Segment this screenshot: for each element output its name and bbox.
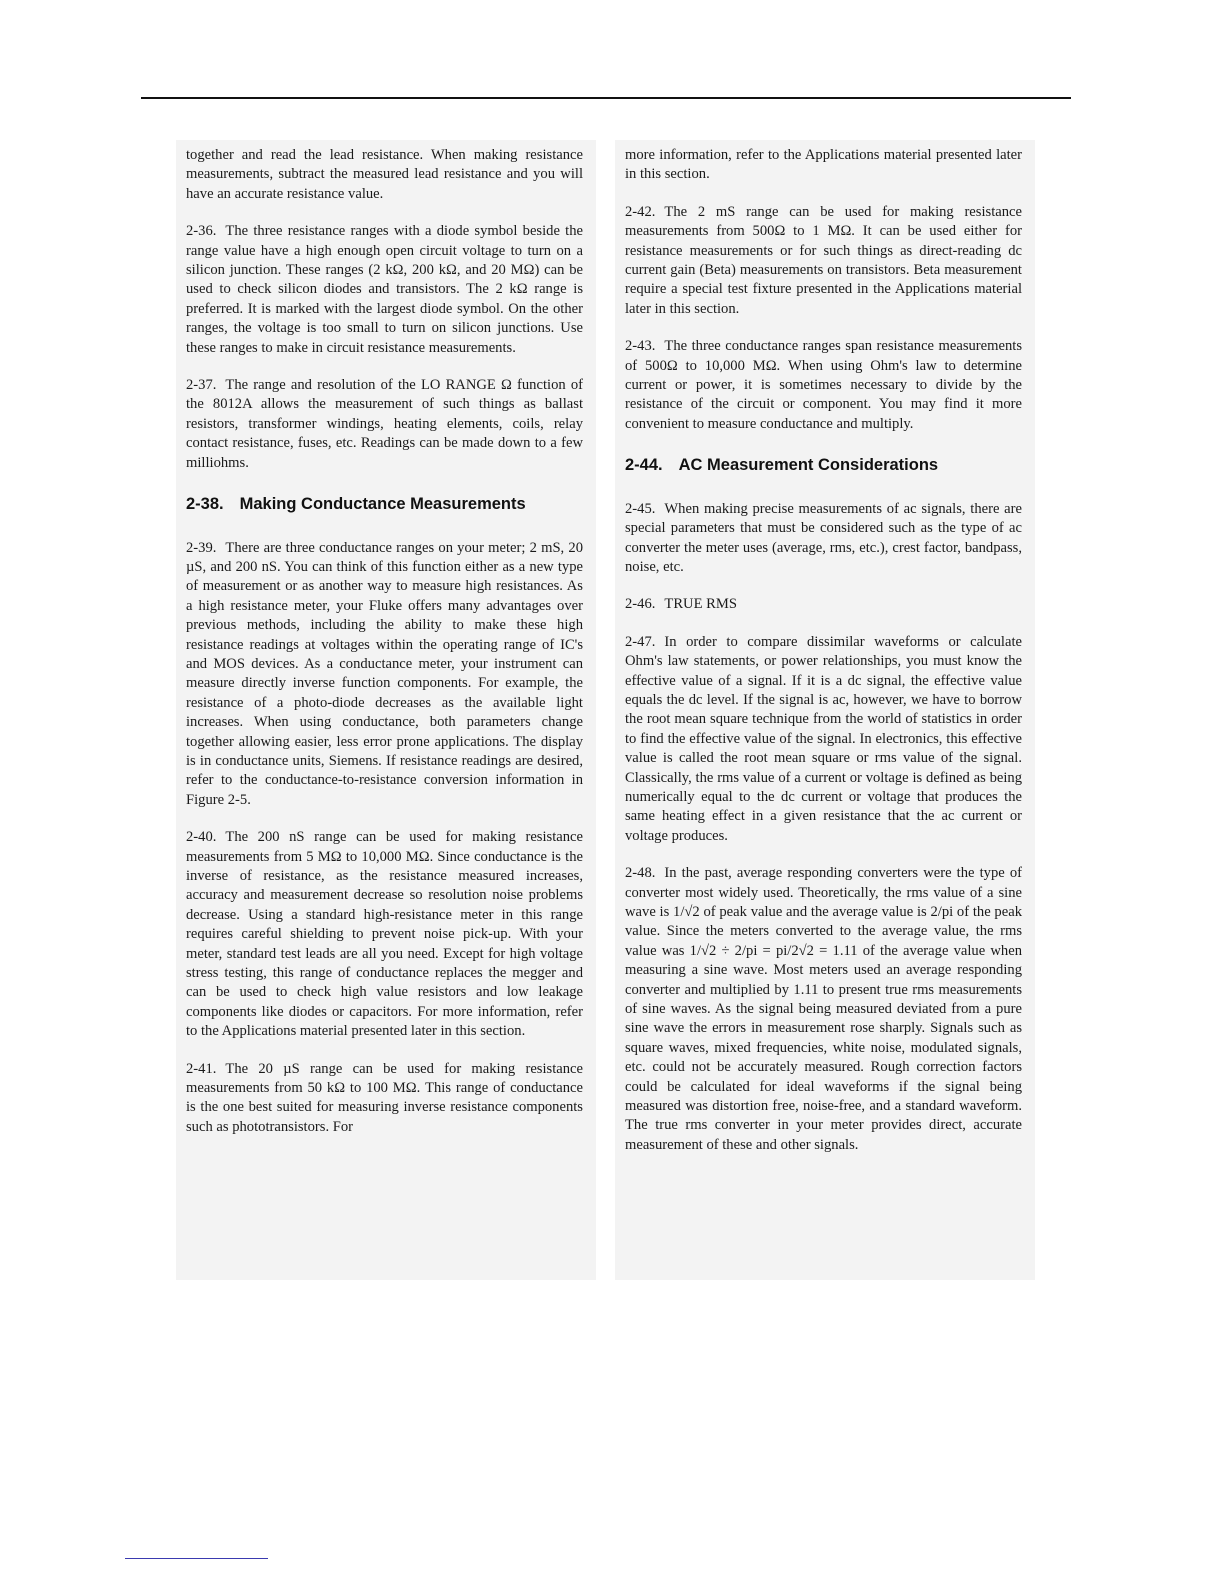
left-column (186, 146, 583, 1155)
paragraph-text: There are three conductance ranges on your meter; 2 mS, 20 µS, and 200 nS. You can think of this function either as a new type of measurement or as another way to measure high resistances. As a high resistance meter, your Fluke offers many advantages over previous methods, including the ability to make these high resistance readings at voltages within the operating range of IC's and MOS devices. As a conductance meter, your instrument can measure directly inverse function components. For example, the resistance of a photo-diode decreases as the available light increases. When using conductance, both parameters change together allowing easier, less error prone applications. The display is in conductance units, Siemens. If resistance readings are desired, refer to the conductance-to-resistance conversion information in Figure 2-5. (186, 539, 583, 808)
paragraph-2-41 (186, 1060, 583, 1138)
paragraph-2-42 (625, 203, 1022, 319)
paragraph-number: 2-46. (625, 596, 656, 613)
paragraph-text: The 200 nS range can be used for making resistance measurements from 5 MΩ to 10,000 MΩ. Since conductance is the inverse of resistance, as the resistance measured increases, accuracy and measurement decrease so resolution noise problems decrease. Using a standard high-resistance meter in this range requires careful shielding to prevent noise pick-up. With your meter, standard test leads are all you need. Except for high voltage stress testing, this range of conductance replaces the megger and can be used to check high value resistors and low leakage components like diodes or capacitors. For more information, refer to the Applications material presented later in this section. (186, 829, 583, 1040)
paragraph-number: 2-45. (625, 500, 656, 517)
heading-title: Making Conductance Measurements (239, 495, 526, 514)
paragraph-2-47 (625, 633, 1022, 846)
paragraph-2-46 (625, 595, 1022, 614)
subheading-true-rms: TRUE RMS (664, 596, 737, 613)
paragraph-number: 2-43. (625, 338, 656, 355)
paragraph-text: The three resistance ranges with a diode symbol beside the range value have a high enough open circuit voltage to turn on a silicon junction. These ranges (2 kΩ, 200 kΩ, and 20 MΩ) can be used to check silicon diodes and transistors. The 2 kΩ range is preferred. It is marked with the largest diode symbol. On the other ranges, the voltage is too small to turn on silicon junctions. Use these ranges to make in circuit resistance measurements. (186, 223, 583, 356)
heading-number: 2-38. (186, 495, 224, 514)
section-heading-2-38 (186, 495, 583, 514)
paragraph-2-40 (186, 828, 583, 1041)
paragraph-number: 2-41. (186, 1060, 217, 1077)
paragraph-2-48 (625, 864, 1022, 1155)
paragraph-text: When making precise measurements of ac signals, there are special parameters that must be considered such as the type of ac converter the meter uses (average, rms, etc.), crest factor, bandpass, noise, etc. (625, 500, 1022, 575)
paragraph-number: 2-40. (186, 829, 217, 846)
section-heading-2-44 (625, 456, 1022, 475)
footnote-rule (125, 1558, 268, 1559)
paragraph-number: 2-48. (625, 865, 656, 882)
right-column (625, 146, 1022, 1173)
paragraph-text: In the past, average responding converters were the type of converter most widely used. Theoretically, the rms value of a sine wave is 1/√2 of peak value and the average value is 2/pi of the peak value. Since the meters converted to the average value, the rms value was 1/√2 ÷ 2/pi = pi/2√2 = 1.11 of the average value when measuring a sine wave. Most meters used an average responding converter and multiplied by 1.11 to present true rms measurements of sine waves. As the signal being measured deviated from a pure sine wave the errors in measurement rose sharply. Signals such as square waves, mixed frequencies, white noise, modulated signals, etc. could not be accurately measured. Rough correction factors could be calculated for ideal waveforms if the signal being measured was distortion free, noise-free, and a standard waveform. The true rms converter in your meter provides direct, accurate measurement of these and other signals. (625, 865, 1022, 1153)
paragraph-number: 2-37. (186, 377, 217, 394)
paragraph-2-39 (186, 539, 583, 811)
paragraph-number: 2-47. (625, 633, 656, 650)
heading-title: AC Measurement Considerations (678, 456, 939, 475)
paragraph-text: The range and resolution of the LO RANGE Ω function of the 8012A allows the measurement of such things as ballast resistors, transformer windings, heating elements, coils, relay contact resistance, fuses, etc. Readings can be made down to a few milliohms. (186, 377, 583, 471)
paragraph-2-37 (186, 376, 583, 473)
paragraph-2-43 (625, 337, 1022, 434)
paragraph-text: The 2 mS range can be used for making resistance measurements from 500Ω to 1 MΩ. It can be used either for resistance measurements or for such things as direct-reading dc current gain (Beta) measurements on transistors. Beta measurement require a special test fixture presented in the Applications material later in this section. (625, 203, 1022, 317)
top-rule (141, 97, 1071, 99)
paragraph-continued: more information, refer to the Applications material presented later in this section. (625, 147, 1022, 183)
paragraph-text: The three conductance ranges span resistance measurements of 500Ω to 10,000 MΩ. When using Ohm's law to determine current or power, it is sometimes necessary to divide by the resistance of the circuit or component. You may find it more convenient to measure conductance and multiply. (625, 338, 1022, 432)
paragraph-number: 2-39. (186, 539, 217, 556)
paragraph-number: 2-36. (186, 223, 217, 240)
paragraph-number: 2-42. (625, 203, 656, 220)
heading-number: 2-44. (625, 456, 663, 475)
paragraph-2-45 (625, 500, 1022, 578)
paragraph-text: The 20 µS range can be used for making resistance measurements from 50 kΩ to 100 MΩ. This range of conductance is the one best suited for measuring inverse resistance components such as phototransistors. For (186, 1060, 583, 1135)
paragraph-text: In order to compare dissimilar waveforms or calculate Ohm's law statements, or power relationships, you must know the effective value of a signal. If it is a dc signal, the effective value equals the dc level. If the signal is ac, however, we have to borrow the root mean square technique from the world of statistics in order to find the effective value of the signal. In electronics, this effective value is called the root mean square or rms value of the signal. Classically, the rms value of a current or voltage is defined as being numerically equal to the dc current or voltage that produces the same heating effect in a given resistance that the ac current or voltage produces. (625, 633, 1022, 844)
paragraph-intro: together and read the lead resistance. When making resistance measurements, subtract the measured lead resistance and you will have an accurate resistance value. (186, 147, 583, 202)
paragraph-2-36 (186, 222, 583, 358)
